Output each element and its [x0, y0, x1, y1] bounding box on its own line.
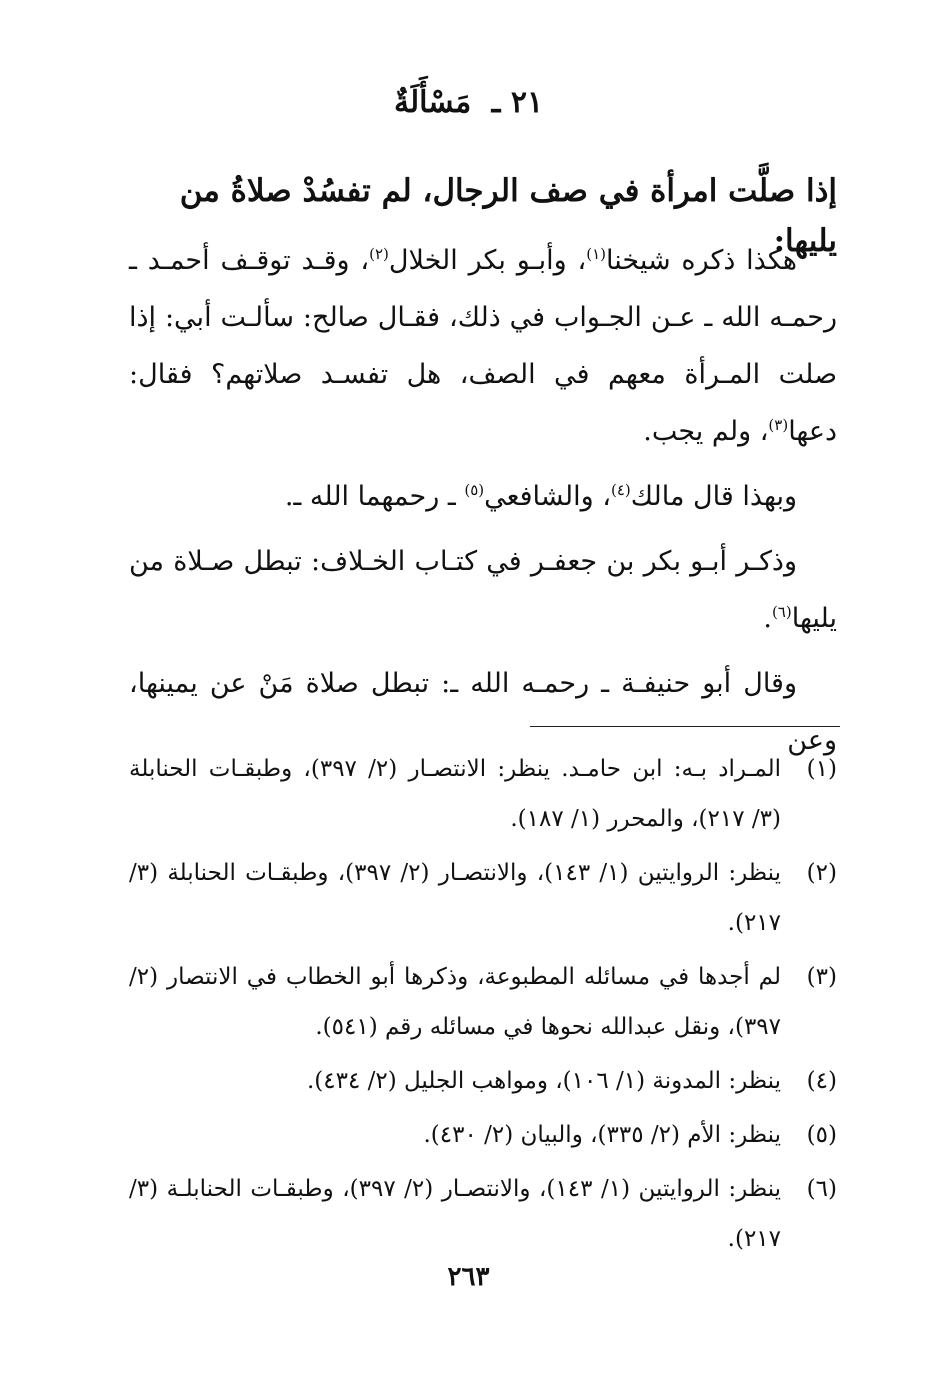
- paragraph-text: ، ولم يجب.: [643, 416, 769, 447]
- footnote-ref: (١): [586, 245, 607, 263]
- issue-number: ٢١ ـ: [491, 85, 544, 120]
- footnote-number: (٦): [806, 1176, 837, 1202]
- page-number: ٢٦٣: [447, 1262, 490, 1292]
- paragraph-text: ، وأبـو بكر الخلال: [388, 245, 587, 276]
- footnote-ref: (٦): [771, 603, 792, 621]
- footnote-ref: (٤): [610, 481, 631, 499]
- footnote: [129, 1164, 837, 1264]
- footnote-text: المـراد بـه: ابن حامـد. ينظر: الانتصـار (٢/ ٣٩٧)، وطبقـات الحنابلة (٣/ ٢١٧)، والمحرر (١/ ١٨٧).: [129, 756, 782, 832]
- footnote-text: ينظر: الروايتين (١/ ١٤٣)، والانتصـار (٢/ ٣٩٧)، وطبقـات الحنابلة (٣/ ٢١٧).: [129, 860, 781, 936]
- footnotes: [129, 744, 837, 1268]
- footnote-text: ينظر: المدونة (١/ ١٠٦)، ومواهب الجليل (٢/ ٤٣٤).: [306, 1068, 781, 1094]
- footnote-text: ينظر: الروايتين (١/ ١٤٣)، والانتصـار (٢/ ٣٩٧)، وطبقـات الحنابلـة (٣/ ٢١٧).: [129, 1176, 782, 1252]
- footnote-ref: (٥): [464, 481, 485, 499]
- main-text: [129, 232, 837, 777]
- paragraph: [129, 468, 837, 525]
- footnote-number: (٤): [806, 1068, 837, 1094]
- footnote-ref: (٣): [768, 416, 789, 434]
- paragraph-text: وبهذا قال مالك: [630, 481, 797, 512]
- paragraph-text: .: [763, 603, 772, 634]
- footnote-text: ينظر: الأم (٢/ ٣٣٥)، والبيان (٢/ ٤٣٠).: [423, 1122, 781, 1148]
- footnote: [129, 952, 837, 1052]
- footnote-number: (٢): [806, 860, 837, 886]
- issue-word: مَسْأَلَةٌ: [393, 85, 472, 120]
- footnote-number: (٥): [806, 1122, 837, 1148]
- footnote: [129, 848, 837, 948]
- footnote: [129, 1110, 837, 1160]
- footnote-text: لم أجدها في مسائله المطبوعة، وذكرها أبو الخطاب في الانتصار (٢/ ٣٩٧)، ونقل عبدالله نحوها في مسائله رقم (٥٤١).: [129, 964, 781, 1040]
- paragraph-text: ، والشافعي: [484, 481, 611, 512]
- paragraph-text: ، وقـد توقـف أحمـد ـ رحمـه الله ـ عـن الجـواب في ذلك، فقـال صالح: سألـت أبي: إذا صلت المـرأة معهم في الصف، هل تفسـد صلاتهم؟ فقال: دعها: [129, 245, 837, 447]
- issue-heading: إذا صلَّت امرأة في صف الرجال، لم تفسُدْ صلاةُ من يليها:: [179, 173, 837, 259]
- paragraph: [129, 533, 837, 647]
- footnote-number: (١): [806, 756, 837, 782]
- footnote: [129, 744, 837, 844]
- footnote-number: (٣): [806, 964, 837, 990]
- footnote: [129, 1056, 837, 1106]
- paragraph-text: وقال أبو حنيفـة ـ رحمـه الله ـ: تبطل صلاة مَنْ عن يمينها، وعن: [129, 668, 837, 756]
- paragraph: [129, 232, 837, 460]
- paragraph-text: ـ رحمهما الله ـ.: [284, 481, 465, 512]
- paragraph-text: هكذا ذكره شيخنا: [606, 245, 797, 276]
- footnote-separator: [530, 726, 840, 727]
- footnote-ref: (٢): [369, 245, 389, 263]
- issue-title: [0, 85, 937, 120]
- paragraph-text: وذكـر أبـو بكر بن جعفـر في كتـاب الخـلاف: تبطل صـلاة من يليها: [129, 546, 837, 634]
